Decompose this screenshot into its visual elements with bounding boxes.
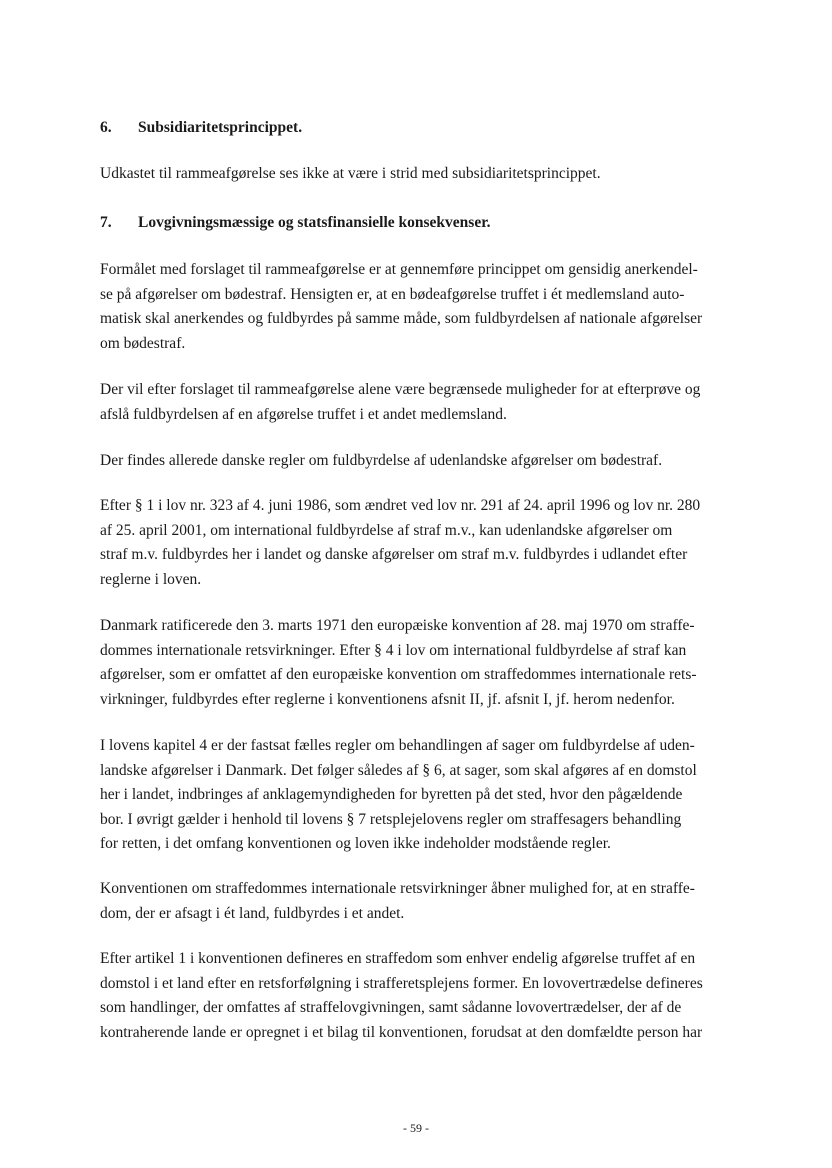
text-line: Der vil efter forslaget til rammeafgørelse alene være begrænsede muligheder for at efterprøve og — [100, 381, 701, 398]
text-line: straf m.v. fuldbyrdes her i landet og danske afgørelser om straf m.v. fuldbyrdes i udlandet efter — [100, 546, 688, 563]
text-line: bor. I øvrigt gælder i henhold til lovens § 7 retsplejelovens regler om straffesagers behandling — [100, 810, 682, 828]
text-line: landske afgørelser i Danmark. Det følger således af § 6, at sager, som skal afgøres af en domstol — [100, 761, 697, 779]
text-line: matisk skal anerkendes og fuldbyrdes på samme måde, som fuldbyrdelsen af nationale afgørelser — [100, 310, 703, 327]
text-line: afslå fuldbyrdelsen af en afgørelse truffet i et andet medlemsland. — [100, 405, 507, 423]
text-line: virkninger, fuldbyrdes efter reglerne i konventionens afsnit II, jf. afsnit I, jf. herom nedenfor. — [100, 690, 675, 708]
page-number: - 59 - — [403, 1121, 429, 1135]
paragraph-limited-review — [100, 378, 760, 427]
section-title: Lovgivningsmæssige og statsfinansielle konsekvenser. — [138, 214, 491, 231]
section-number: 6. — [100, 119, 112, 136]
paragraph-ratification — [100, 614, 760, 712]
text-line: reglerne i loven. — [100, 570, 202, 588]
section-heading-7 — [100, 213, 491, 233]
paragraph-article-1 — [100, 947, 760, 1045]
text-line: Der findes allerede danske regler om fuldbyrdelse af udenlandske afgørelser om bødestraf. — [100, 452, 663, 469]
text-line: se på afgørelser om bødestraf. Hensigten er, at en bødeafgørelse truffet i ét medlemsland auto- — [100, 285, 685, 303]
text-line: afgørelser, som er omfattet af den europæiske konvention om straffedommes internationale rets- — [100, 666, 697, 683]
paragraph-law-323 — [100, 494, 760, 592]
text-line: domstol i et land efter en retsforfølgning i strafferetsplejens former. En lovovertrædelse defineres — [100, 974, 703, 992]
text-line: her i landet, indbringes af anklagemyndigheden for byretten på det sted, hvor den pågældende — [100, 786, 683, 803]
paragraph-existing-rules — [100, 449, 760, 474]
text-line: dommes internationale retsvirkninger. Efter § 4 i lov om international fuldbyrdelse af straf kan — [100, 641, 687, 659]
text-line: I lovens kapitel 4 er der fastsat fælles regler om behandlingen af sager om fuldbyrdelse af uden- — [100, 737, 695, 754]
paragraph-chapter-4 — [100, 734, 760, 857]
text-line: om bødestraf. — [100, 334, 186, 352]
text-line: kontraherende lande er opregnet i et bilag til konventionen, forudsat at den domfældte person har — [100, 1023, 703, 1041]
text-line: Formålet med forslaget til rammeafgørelse er at gennemføre princippet om gensidig anerkendel- — [100, 261, 698, 278]
section-heading-6 — [100, 118, 302, 138]
section-number: 7. — [100, 214, 112, 231]
text-line: Konventionen om straffedommes internationale retsvirkninger åbner mulighed for, at en straffe- — [100, 880, 695, 897]
text-line: Danmark ratificerede den 3. marts 1971 den europæiske konvention af 28. maj 1970 om straffe- — [100, 617, 695, 634]
paragraph-purpose — [100, 258, 760, 356]
text-line: af 25. april 2001, om international fuldbyrdelse af straf m.v., kan udenlandske afgørelser om — [100, 521, 673, 539]
section-title: Subsidiaritetsprincippet. — [138, 119, 303, 136]
text-line: dom, der er afsagt i ét land, fuldbyrdes i et andet. — [100, 904, 405, 922]
paragraph-subsidiarity — [100, 162, 760, 187]
text-line: Udkastet til rammeafgørelse ses ikke at være i strid med subsidiaritetsprincippet. — [100, 165, 601, 182]
text-line: for retten, i det omfang konventionen og loven ikke indeholder modstående regler. — [100, 835, 611, 852]
text-line: Efter artikel 1 i konventionen defineres en straffedom som enhver endelig afgørelse truffet af en — [100, 950, 696, 967]
paragraph-convention — [100, 877, 760, 926]
text-line: Efter § 1 i lov nr. 323 af 4. juni 1986, som ændret ved lov nr. 291 af 24. april 1996 og lov nr. 280 — [100, 497, 701, 514]
text-line: som handlinger, der omfattes af straffelovgivningen, samt sådanne lovovertrædelser, der af de — [100, 999, 682, 1016]
